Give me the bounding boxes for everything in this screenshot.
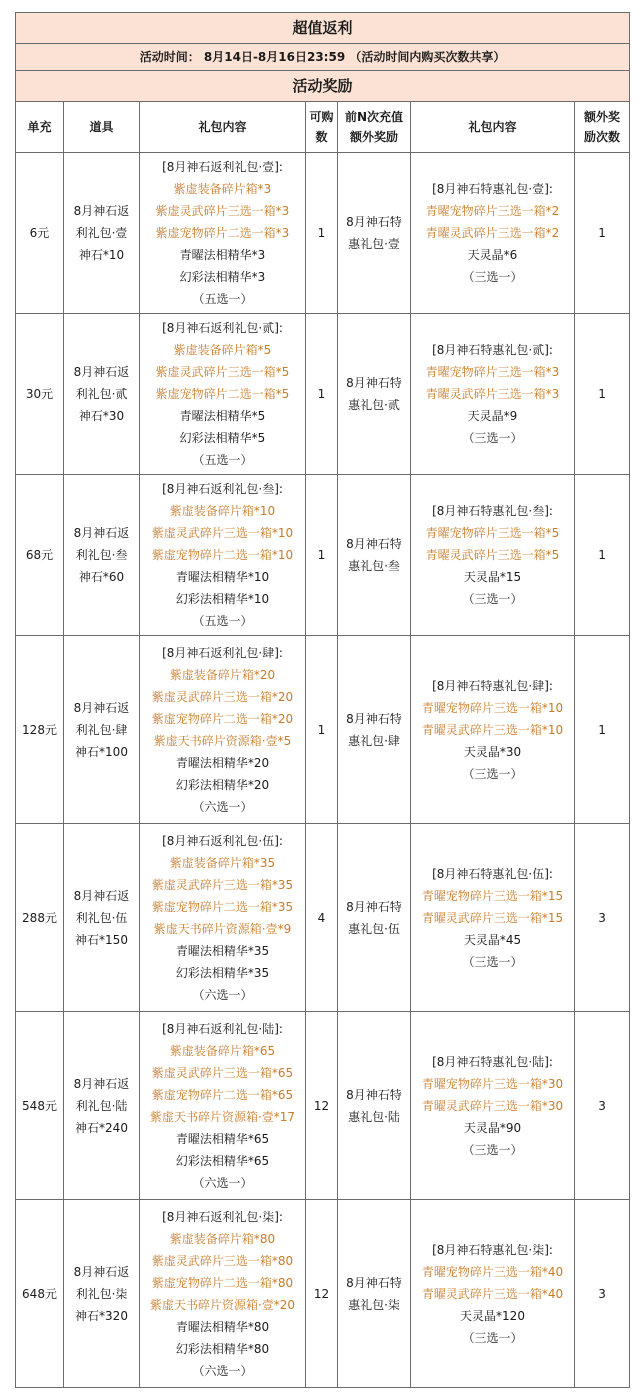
extra-times-cell-text: 3 [598,1286,606,1301]
extra-reward-cell [338,824,411,1012]
item-cell-text: 8月神石返 [73,365,130,379]
extra-times-cell-text: 1 [598,387,606,401]
extra-pack-cell-line: （三选一） [462,1142,523,1157]
extra-pack-cell-line: 青曜灵武碎片三选一箱*15 [421,910,564,925]
pack-content-cell-line: 紫虚宠物碎片二选一箱*35 [151,899,294,914]
pack-content-cell-line: 青曜法相精华*10 [175,570,270,584]
extra-reward-cell-text: 8月神石特 [346,899,402,914]
buy-count-cell [306,1012,338,1200]
buy-count-cell-text: 1 [317,387,326,401]
pack-content-cell [140,636,306,824]
pack-content-cell-line: （六选一） [192,1363,253,1378]
extra-reward-cell-text: 8月神石特 [346,537,402,551]
pack-content-cell [140,153,306,314]
price-cell-text: 288元 [22,910,57,925]
pack-content-cell-line: 紫虚天书碎片资源箱·壹*9 [153,921,292,936]
buy-count-cell [306,475,338,636]
extra-pack-cell-line: [8月神石特惠礼包·壹]: [432,182,553,196]
item-cell-text: 利礼包·柒 [75,1286,128,1301]
item-cell-text: 神石*10 [78,248,125,262]
extra-pack-cell-line: （三选一） [462,954,523,969]
item-cell-text: 利礼包·贰 [75,387,128,401]
pack-content-cell-line: 紫虚装备碎片箱*10 [169,504,276,518]
extra-times-cell [575,1200,630,1388]
extra-times-cell [575,636,630,824]
header-extra-pack [411,102,575,153]
extra-pack-cell-line: 青曜灵武碎片三选一箱*30 [421,1098,564,1113]
item-cell-text: 利礼包·肆 [75,722,128,737]
item-cell [64,314,140,475]
extra-times-cell-text: 3 [598,1098,606,1113]
pack-content-cell-line: （六选一） [192,987,253,1002]
rewards-title: 活动奖励 [16,71,630,102]
pack-content-cell-line: 紫虚天书碎片资源箱·壹*20 [149,1297,296,1312]
item-cell [64,824,140,1012]
extra-pack-cell-line: 天灵晶*9 [467,409,518,423]
extra-pack-cell-line: [8月神石特惠礼包·陆]: [432,1054,553,1069]
pack-content-cell-line: 青曜法相精华*35 [175,943,270,958]
extra-times-cell [575,475,630,636]
pack-content-cell [140,1012,306,1200]
extra-pack-cell-line: （三选一） [462,592,523,606]
extra-pack-cell-line: 青曜宠物碎片三选一箱*15 [421,888,564,903]
extra-pack-cell-line: 天灵晶*45 [463,932,522,947]
extra-reward-cell-text: 惠礼包·壹 [348,237,400,251]
extra-pack-cell-line: （三选一） [462,431,523,445]
pack-content-cell-line: 幻彩法相精华*3 [179,270,266,284]
extra-pack-cell-line: 青曜宠物碎片三选一箱*10 [421,700,564,715]
table-row [16,824,630,1012]
item-cell-text: 神石*240 [75,1120,128,1135]
item-cell [64,475,140,636]
extra-pack-cell-line: 青曜宠物碎片三选一箱*40 [421,1264,564,1279]
extra-pack-cell-line: [8月神石特惠礼包·叁]: [432,504,553,518]
extra-pack-cell-line: 青曜灵武碎片三选一箱*2 [425,226,560,240]
extra-pack-cell-line: 青曜宠物碎片三选一箱*5 [425,526,560,540]
pack-content-cell-line: 紫虚宠物碎片二选一箱*65 [151,1087,294,1102]
buy-count-cell [306,153,338,314]
extra-pack-cell-line: 青曜宠物碎片三选一箱*30 [421,1076,564,1091]
extra-times-cell-text: 3 [598,910,606,925]
extra-times-cell [575,314,630,475]
pack-content-cell-line: 紫虚灵武碎片三选一箱*35 [151,877,294,892]
pack-content-cell-line: （五选一） [192,292,253,306]
extra-pack-cell-line: 天灵晶*15 [463,570,522,584]
extra-reward-cell [338,314,411,475]
extra-reward-cell-text: 惠礼包·肆 [348,733,400,748]
pack-content-cell-line: 紫虚宠物碎片二选一箱*10 [151,548,294,562]
pack-content-cell-line: 紫虚天书碎片资源箱·壹*17 [149,1109,296,1124]
extra-times-cell [575,153,630,314]
pack-content-cell [140,314,306,475]
header-text: 道具 [89,120,114,134]
price-cell-text: 648元 [22,1286,57,1301]
pack-content-cell-line: 幻彩法相精华*80 [175,1341,270,1356]
buy-count-cell-text: 1 [317,548,326,562]
pack-content-cell-line: [8月神石返利礼包·肆]: [162,645,283,660]
item-cell [64,1200,140,1388]
price-cell-text: 6元 [29,226,50,240]
header-text: 礼包内容 [468,120,517,134]
item-cell-text: 神石*60 [78,570,125,584]
price-cell [16,1200,64,1388]
extra-pack-cell-line: 青曜灵武碎片三选一箱*40 [421,1286,564,1301]
extra-pack-cell-line: 青曜宠物碎片三选一箱*3 [425,365,560,379]
extra-pack-cell-line: [8月神石特惠礼包·柒]: [432,1242,553,1257]
sheet-title: 超值返利 [16,13,630,44]
table-row [16,314,630,475]
pack-content-cell-line: 紫虚装备碎片箱*3 [173,182,272,196]
price-cell [16,1012,64,1200]
extra-pack-cell [411,314,575,475]
pack-content-cell-line: 紫虚装备碎片箱*20 [169,667,276,682]
pack-content-cell-line: [8月神石返利礼包·柒]: [162,1209,283,1224]
item-cell [64,636,140,824]
pack-content-cell-line: 幻彩法相精华*35 [175,965,270,980]
buy-count-cell [306,1200,338,1388]
extra-reward-cell-text: 8月神石特 [346,1087,402,1102]
header-extra-times [575,102,630,153]
price-cell-text: 68元 [25,548,54,562]
header-text: 励次数 [584,130,621,144]
rebate-sheet [15,12,629,1388]
header-item [64,102,140,153]
pack-content-cell-line: 紫虚装备碎片箱*5 [173,343,272,357]
buy-count-cell [306,314,338,475]
extra-pack-cell-line: 天灵晶*30 [463,744,522,759]
pack-content-cell-line: [8月神石返利礼包·叁]: [162,482,283,496]
pack-content-cell-line: （六选一） [192,799,253,814]
extra-pack-cell [411,153,575,314]
pack-content-cell [140,824,306,1012]
extra-reward-cell [338,475,411,636]
pack-content-cell-line: 紫虚宠物碎片二选一箱*3 [155,226,290,240]
header-buy-count [306,102,338,153]
extra-times-cell-text: 1 [598,722,606,737]
item-cell-text: 8月神石返 [73,888,130,903]
pack-content-cell-line: 青曜法相精华*65 [175,1131,270,1146]
pack-content-cell-line: 紫虚天书碎片资源箱·壹*5 [153,733,292,748]
item-cell [64,153,140,314]
item-cell-text: 神石*150 [75,932,128,947]
pack-content-cell-line: [8月神石返利礼包·伍]: [162,833,283,848]
pack-content-cell-line: 紫虚灵武碎片三选一箱*80 [151,1253,294,1268]
item-cell-text: 利礼包·陆 [75,1098,128,1113]
price-cell [16,314,64,475]
extra-pack-cell [411,1200,575,1388]
extra-pack-cell [411,475,575,636]
buy-count-cell-text: 1 [317,226,326,240]
price-cell-text: 128元 [22,722,57,737]
pack-content-cell-line: 紫虚装备碎片箱*35 [169,855,276,870]
extra-reward-cell [338,636,411,824]
pack-content-cell-line: 紫虚灵武碎片三选一箱*5 [155,365,290,379]
header-text: 前N次充值 [344,110,404,124]
extra-pack-cell [411,1012,575,1200]
item-cell-text: 神石*30 [78,409,125,423]
extra-reward-cell [338,1200,411,1388]
extra-reward-cell-text: 8月神石特 [346,1275,402,1290]
extra-pack-cell [411,824,575,1012]
buy-count-cell-text: 12 [313,1286,330,1301]
header-pack [140,102,306,153]
pack-content-cell-line: （六选一） [192,1175,253,1190]
extra-pack-cell-line: 青曜灵武碎片三选一箱*3 [425,387,560,401]
extra-reward-cell-text: 惠礼包·贰 [348,398,400,412]
table-row [16,1200,630,1388]
pack-content-cell-line: 青曜法相精华*3 [179,248,266,262]
extra-pack-cell-line: （三选一） [462,270,523,284]
header-text: 额外奖励 [349,130,398,144]
pack-content-cell-line: 青曜法相精华*5 [179,409,266,423]
item-cell-text: 8月神石返 [73,700,130,715]
pack-content-cell-line: [8月神石返利礼包·壹]: [162,160,283,174]
header-text: 数 [315,130,328,144]
pack-content-cell-line: 紫虚装备碎片箱*65 [169,1043,276,1058]
extra-pack-cell-line: （三选一） [462,1330,523,1345]
price-cell [16,475,64,636]
item-cell-text: 利礼包·叁 [75,548,128,562]
extra-pack-cell-line: 天灵晶*90 [463,1120,522,1135]
item-cell-text: 神石*100 [75,744,128,759]
extra-times-cell [575,1012,630,1200]
extra-pack-cell-line: 青曜宠物碎片三选一箱*2 [425,204,560,218]
pack-content-cell-line: 幻彩法相精华*10 [175,592,270,606]
extra-reward-cell-text: 8月神石特 [346,376,402,390]
item-cell [64,1012,140,1200]
table-row [16,1012,630,1200]
pack-content-cell-line: 紫虚灵武碎片三选一箱*20 [151,689,294,704]
pack-content-cell-line: 幻彩法相精华*20 [175,777,270,792]
extra-pack-cell [411,636,575,824]
pack-content-cell-line: 紫虚装备碎片箱*80 [169,1231,276,1246]
pack-content-cell-line: 青曜法相精华*20 [175,755,270,770]
item-cell-text: 8月神石返 [73,1076,130,1091]
table-header-row [16,102,630,153]
extra-times-cell [575,824,630,1012]
item-cell-text: 利礼包·壹 [75,226,128,240]
table-row [16,475,630,636]
extra-pack-cell-line: 青曜灵武碎片三选一箱*5 [425,548,560,562]
activity-time: 活动时间： 8月14日-8月16日23:59 （活动时间内购买次数共享） [16,44,630,71]
table-row [16,153,630,314]
extra-reward-cell [338,1012,411,1200]
pack-content-cell [140,475,306,636]
table-row [16,636,630,824]
extra-times-cell-text: 1 [598,226,606,240]
header-price [16,102,64,153]
extra-times-cell-text: 1 [598,548,606,562]
header-text: 单充 [27,120,52,134]
pack-content-cell-line: （五选一） [192,614,253,628]
extra-reward-cell-text: 惠礼包·柒 [348,1297,400,1312]
buy-count-cell [306,636,338,824]
pack-content-cell-line: 紫虚灵武碎片三选一箱*65 [151,1065,294,1080]
pack-content-cell-line: 紫虚灵武碎片三选一箱*3 [155,204,290,218]
item-cell-text: 神石*320 [75,1308,128,1323]
extra-pack-cell-line: 天灵晶*120 [460,1308,525,1323]
buy-count-cell-text: 1 [317,722,326,737]
item-cell-text: 利礼包·伍 [75,910,128,925]
pack-content-cell-line: 幻彩法相精华*5 [179,431,266,445]
buy-count-cell-text: 4 [317,910,326,925]
pack-content-cell-line: 紫虚宠物碎片二选一箱*20 [151,711,294,726]
price-cell [16,636,64,824]
pack-content-cell-line: 幻彩法相精华*65 [175,1153,270,1168]
extra-pack-cell-line: 天灵晶*6 [467,248,518,262]
extra-reward-cell-text: 惠礼包·陆 [348,1109,400,1124]
pack-content-cell-line: （五选一） [192,453,253,467]
pack-content-cell-line: 紫虚宠物碎片二选一箱*5 [155,387,290,401]
extra-pack-cell-line: （三选一） [462,766,523,781]
header-text: 可购 [309,110,334,124]
pack-content-cell-line: [8月神石返利礼包·贰]: [162,321,283,335]
header-text: 礼包内容 [198,120,247,134]
extra-pack-cell-line: [8月神石特惠礼包·贰]: [432,343,553,357]
extra-pack-cell-line: [8月神石特惠礼包·伍]: [432,866,553,881]
extra-pack-cell-line: 青曜灵武碎片三选一箱*10 [421,722,564,737]
item-cell-text: 8月神石返 [73,204,130,218]
extra-reward-cell [338,153,411,314]
item-cell-text: 8月神石返 [73,526,130,540]
buy-count-cell [306,824,338,1012]
price-cell-text: 30元 [25,387,54,401]
extra-pack-cell-line: [8月神石特惠礼包·肆]: [432,678,553,693]
price-cell [16,153,64,314]
rebate-table [15,12,630,1388]
pack-content-cell-line: 紫虚宠物碎片二选一箱*80 [151,1275,294,1290]
item-cell-text: 8月神石返 [73,1264,130,1279]
price-cell [16,824,64,1012]
extra-reward-cell-text: 惠礼包·叁 [348,559,400,573]
pack-content-cell-line: 青曜法相精华*80 [175,1319,270,1334]
extra-reward-cell-text: 8月神石特 [346,711,402,726]
header-extra-reward [338,102,411,153]
price-cell-text: 548元 [22,1098,57,1113]
pack-content-cell [140,1200,306,1388]
extra-reward-cell-text: 8月神石特 [346,215,402,229]
pack-content-cell-line: 紫虚灵武碎片三选一箱*10 [151,526,294,540]
pack-content-cell-line: [8月神石返利礼包·陆]: [162,1021,283,1036]
header-text: 额外奖 [584,110,621,124]
extra-reward-cell-text: 惠礼包·伍 [348,921,400,936]
buy-count-cell-text: 12 [313,1098,330,1113]
